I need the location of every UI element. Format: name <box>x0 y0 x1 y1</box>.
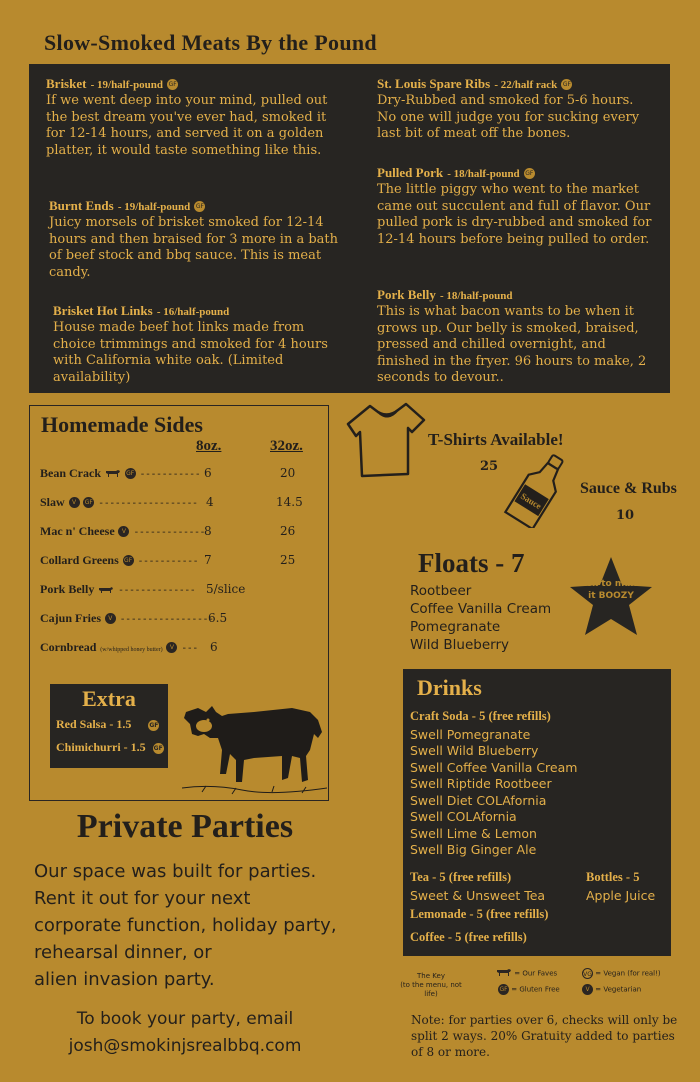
key-fave <box>496 968 557 979</box>
tshirt-icon <box>344 400 426 482</box>
gluten-free-icon: GF <box>499 986 508 993</box>
side-name: Pork Belly <box>40 582 95 596</box>
price-8oz: 4 <box>206 495 214 509</box>
vegetarian-icon: V <box>105 613 116 624</box>
price-8oz: 6 <box>210 640 218 654</box>
meat-price: - 18/half-pound <box>440 290 513 302</box>
menu-key <box>400 966 680 1000</box>
craft-soda-header: Craft Soda - 5 (free refills) <box>410 709 551 723</box>
gluten-free-icon: GF <box>149 721 159 729</box>
key-gf-label: = Gluten Free <box>511 985 560 994</box>
price-32oz: 20 <box>280 466 296 480</box>
price-8oz: 6 <box>204 466 212 480</box>
key-title: The Key <box>417 972 445 980</box>
meat-name: Brisket Hot Links <box>53 303 153 318</box>
sides-title: Homemade Sides <box>41 412 203 437</box>
vegan-icon: V <box>69 497 80 508</box>
meat-name: Brisket <box>46 76 87 91</box>
soda-item: Swell Riptide Rootbeer <box>410 776 552 791</box>
soda-item: Swell Coffee Vanilla Cream <box>410 760 578 775</box>
meat-description: If we went deep into your mind, pulled out the best dream you've ever had, smoked it for 12-14 hours, and served it on a golden platter, it would taste something like this. <box>46 93 328 158</box>
gluten-free-icon: GF <box>195 203 204 210</box>
side-name: Bean Crack <box>40 466 101 480</box>
bottles-item: Apple Juice <box>586 888 656 903</box>
parties-text <box>34 858 364 993</box>
price-8oz: 7 <box>204 553 212 567</box>
extra-panel <box>50 684 168 768</box>
price-32oz: 14.5 <box>276 495 303 509</box>
meats-title: Slow-Smoked Meats By the Pound <box>44 30 377 55</box>
pig-icon <box>98 583 114 597</box>
meat-price: - 19/half-pound <box>90 79 164 91</box>
soda-item: Swell COLAfornia <box>410 809 517 824</box>
party-note: Note: for parties over 6, checks will only be split 2 ways. 20% Gratuity added to parties of 8 or more. <box>411 1013 678 1059</box>
dotted-leader: ----------- <box>139 469 201 480</box>
cow-illustration <box>182 698 327 800</box>
sauce-bottle-icon <box>500 452 576 532</box>
price-32oz: 26 <box>280 524 296 538</box>
price-32oz: 25 <box>280 553 296 567</box>
dotted-leader: -------------- <box>117 585 196 596</box>
parties-line: alien invasion party. <box>34 969 215 990</box>
tea-header: Tea - 5 (free refills) <box>410 870 512 884</box>
side-note: (w/whipped honey butter) <box>100 647 163 653</box>
extra-item <box>56 740 164 755</box>
meats-panel <box>29 64 670 393</box>
gluten-free-icon: GF <box>126 470 135 477</box>
bottles-header: Bottles - 5 <box>586 870 640 884</box>
side-row <box>40 582 320 598</box>
meat-item-pork-belly <box>377 287 652 386</box>
soda-item: Swell Pomegranate <box>410 727 531 742</box>
meat-item-pulled-pork <box>377 165 652 248</box>
meat-description: Juicy morsels of brisket smoked for 12-14 hours and then braised for 3 more in a bath of beef stock and bbq sauce. This is meat candy. <box>49 215 339 280</box>
cow-icon <box>105 467 121 481</box>
side-row <box>40 640 320 656</box>
soda-item: Swell Wild Blueberry <box>410 743 539 758</box>
key-veg-label: = Vegetarian <box>595 985 642 994</box>
gluten-free-icon: GF <box>124 557 133 564</box>
vegetarian-icon: V <box>582 984 593 995</box>
parties-line: rehearsal dinner, or <box>34 942 212 963</box>
price-8oz: 5/slice <box>206 582 246 596</box>
side-name: Cajun Fries <box>40 611 101 625</box>
parties-line: Our space was built for parties. <box>34 861 317 882</box>
side-name: Cornbread <box>40 640 97 654</box>
float-item: Pomegranate <box>410 619 501 635</box>
cow-icon <box>496 968 512 979</box>
key-subtitle: (to the menu, not life) <box>400 981 462 998</box>
parties-line: Rent it out for your next <box>34 888 251 909</box>
vegetarian-icon: V <box>166 642 177 653</box>
key-veg <box>582 984 641 995</box>
sides-panel <box>29 405 329 801</box>
gluten-free-icon: GF <box>168 81 177 88</box>
side-row <box>40 495 320 511</box>
side-row <box>40 553 320 569</box>
soda-item: Swell Diet COLAfornia <box>410 793 547 808</box>
side-name: Collard Greens <box>40 553 119 567</box>
lemonade-header: Lemonade - 5 (free refills) <box>410 907 549 921</box>
dotted-leader: ------------- <box>133 527 206 538</box>
floats-title: Floats - 7 <box>418 548 525 578</box>
drinks-title: Drinks <box>417 675 482 700</box>
meat-item-brisket <box>46 76 341 159</box>
extra-item <box>56 717 159 732</box>
dotted-leader: ------------------ <box>98 498 198 509</box>
extra-title: Extra <box>82 686 136 711</box>
meat-item-spare-ribs <box>377 76 652 143</box>
tea-item: Sweet & Unsweet Tea <box>410 888 546 903</box>
gluten-free-icon: GF <box>153 744 163 752</box>
tshirt-price: 25 <box>480 459 499 474</box>
meat-name: Pulled Pork <box>377 165 444 180</box>
side-row <box>40 611 320 627</box>
vegan-icon: VG <box>582 968 593 979</box>
col-8oz-header: 8oz. <box>196 438 222 454</box>
key-fave-label: = Our Faves <box>514 969 558 978</box>
drinks-panel <box>403 669 671 956</box>
parties-title: Private Parties <box>76 808 294 845</box>
meat-price: - 19/half-pound <box>117 201 191 213</box>
meat-name: Pork Belly <box>377 287 436 302</box>
meat-name: Burnt Ends <box>49 198 114 213</box>
key-vegan-label: = Vegan (for real!) <box>595 969 661 978</box>
key-vegan <box>582 968 661 979</box>
dotted-leader: ----------- <box>137 556 199 567</box>
float-item: Wild Blueberry <box>410 637 510 653</box>
price-8oz: 8 <box>204 524 212 538</box>
soda-item: Swell Lime & Lemon <box>410 826 537 841</box>
gluten-free-icon: GF <box>525 170 534 177</box>
sauce-bottle-label: Sauce <box>518 490 544 512</box>
meat-price: - 18/half-pound <box>447 168 520 180</box>
side-row <box>40 466 320 482</box>
extra-item-label: Chimichurri - 1.5 <box>56 740 146 754</box>
booking-info <box>0 1006 370 1060</box>
key-title-block <box>400 972 462 999</box>
meat-description: This is what bacon wants to be when it grows up. Our belly is smoked, braised, pressed and chilled overnight, and finished in the fryer. 96 hours to make, 2 seconds to devour.. <box>377 304 647 386</box>
meat-description: The little piggy who went to the market came out succulent and full of flavor. Our pulled pork is dry-rubbed and smoked for 12-14 hours before being pulled to order. <box>377 182 652 247</box>
meat-price: - 16/half-pound <box>156 306 230 318</box>
meat-item-hot-links <box>53 303 348 386</box>
parties-line: corporate function, holiday party, <box>34 915 337 936</box>
meat-description: House made beef hot links made from choice trimmings and smoked for 4 hours with California white oak. (Limited availability) <box>53 320 328 385</box>
vegetarian-icon: V <box>118 526 129 537</box>
col-32oz-header: 32oz. <box>270 438 303 454</box>
side-name: Slaw <box>40 495 65 509</box>
sauce-title: Sauce & Rubs <box>580 480 677 497</box>
side-row <box>40 524 320 540</box>
booking-email-link[interactable]: josh@smokinjsrealbbq.com <box>68 1036 302 1056</box>
tshirt-title: T-Shirts Available! <box>428 430 564 449</box>
coffee-header: Coffee - 5 (free refills) <box>410 930 527 944</box>
gluten-free-icon: GF <box>562 81 571 88</box>
float-item: Rootbeer <box>410 583 472 599</box>
sauce-price: 10 <box>616 508 635 523</box>
dotted-leader: ----------------- <box>119 614 214 625</box>
meat-price: - 22/half rack <box>494 79 558 91</box>
key-gf <box>498 984 560 995</box>
meat-description: Dry-Rubbed and smoked for 5-6 hours. No one will judge you for sucking every last bit of meat off the bones. <box>377 93 640 142</box>
float-item: Coffee Vanilla Cream <box>410 601 552 617</box>
meat-name: St. Louis Spare Ribs <box>377 76 491 91</box>
side-name: Mac n' Cheese <box>40 524 115 538</box>
soda-item: Swell Big Ginger Ale <box>410 842 537 857</box>
price-8oz: 6.5 <box>208 611 228 625</box>
meat-item-burnt-ends <box>49 198 344 281</box>
booking-text: To book your party, email <box>76 1009 294 1029</box>
dotted-leader: --- <box>181 643 198 654</box>
star-text: Ask to make it BOOZY <box>579 579 643 601</box>
extra-item-label: Red Salsa - 1.5 <box>56 717 132 731</box>
gluten-free-icon: GF <box>84 499 93 506</box>
